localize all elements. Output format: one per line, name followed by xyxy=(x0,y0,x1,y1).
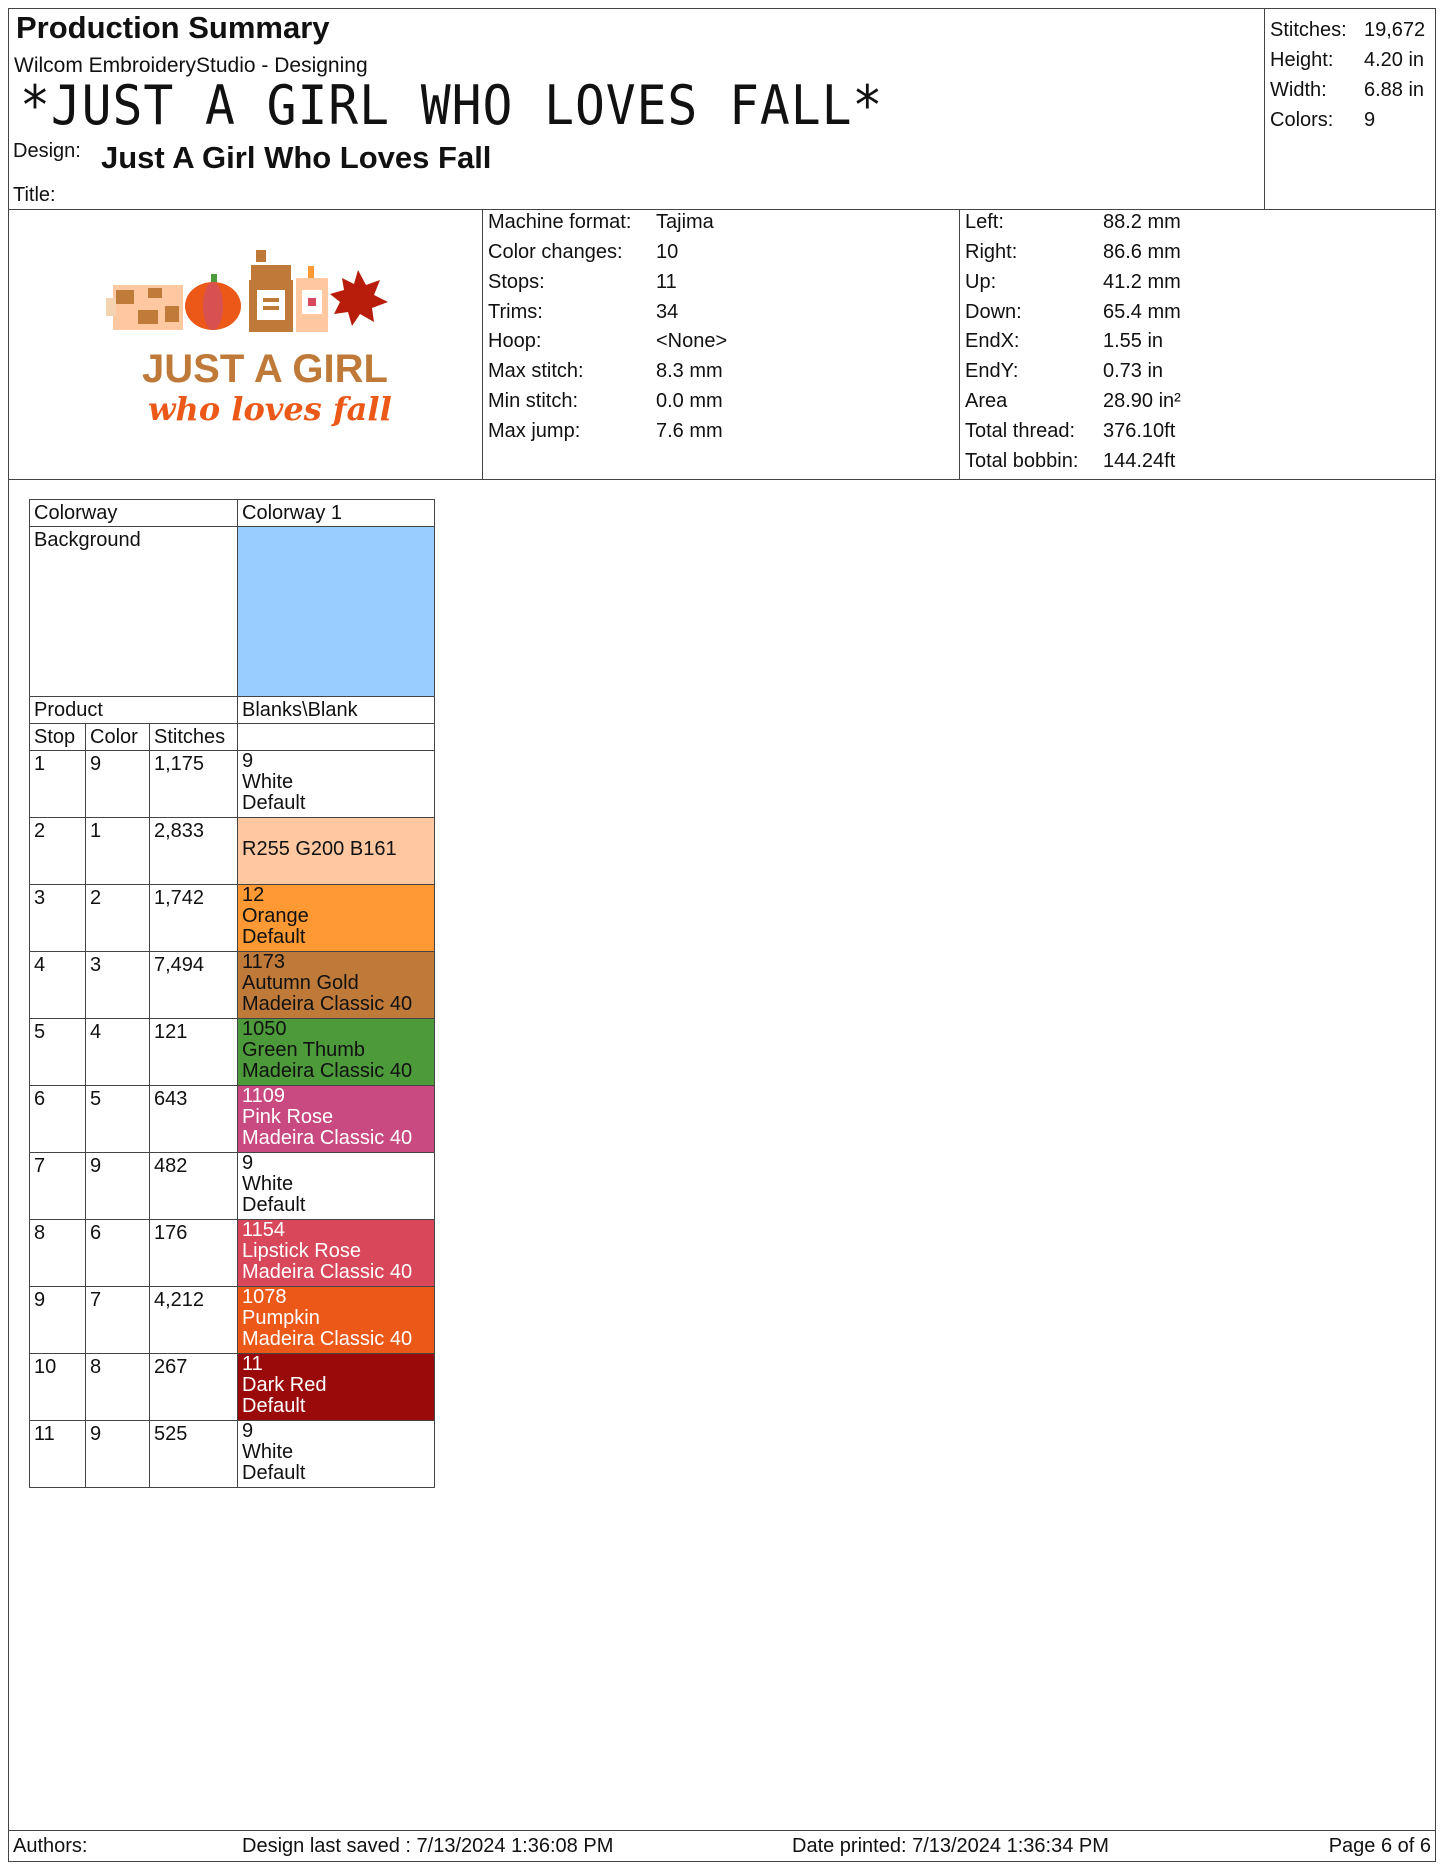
info-label: Area xyxy=(965,390,1008,412)
report-subtitle: Wilcom EmbroideryStudio - Designing xyxy=(14,54,368,77)
design-banner: *JUST A GIRL WHO LOVES FALL* xyxy=(20,74,884,137)
maple-leaf-icon xyxy=(330,270,388,326)
thread-brand: Madeira Classic 40 xyxy=(242,1328,413,1350)
thread-brand: Default xyxy=(242,1194,306,1216)
stops-list xyxy=(30,751,435,1488)
stop-color: 5 xyxy=(86,1086,150,1153)
thread-name: Lipstick Rose xyxy=(242,1240,361,1262)
preview-text-line2: who loves fall xyxy=(148,390,392,428)
thread-name: Autumn Gold xyxy=(242,972,359,994)
footer xyxy=(8,1830,1436,1862)
info-label: Machine format: xyxy=(488,211,632,233)
stop-stitches: 482 xyxy=(150,1153,238,1220)
thread-code: 1078 xyxy=(242,1286,287,1308)
stop-row xyxy=(30,885,435,952)
stop-color: 4 xyxy=(86,1019,150,1086)
header-color: Color xyxy=(86,724,150,751)
info-label: EndX: xyxy=(965,330,1020,352)
stop-stitches: 1,742 xyxy=(150,885,238,952)
stop-row xyxy=(30,1287,435,1354)
thread-swatch xyxy=(238,1421,435,1488)
stop-stop: 5 xyxy=(30,1019,86,1086)
thread-swatch xyxy=(238,1354,435,1421)
product-label: Product xyxy=(30,697,238,724)
stop-stop: 6 xyxy=(30,1086,86,1153)
stop-stitches: 2,833 xyxy=(150,818,238,885)
stop-row xyxy=(30,818,435,885)
thread-code: 1173 xyxy=(242,951,286,973)
summary-stats xyxy=(1265,8,1436,210)
stop-color: 6 xyxy=(86,1220,150,1287)
info-value: Tajima xyxy=(656,211,714,233)
pumpkin-icon xyxy=(185,274,241,330)
info-value: 376.10ft xyxy=(1103,420,1176,442)
info-label: Trims: xyxy=(488,301,543,323)
thread-brand: Madeira Classic 40 xyxy=(242,1060,413,1082)
thread-brand: Madeira Classic 40 xyxy=(242,1127,413,1149)
info-value: 8.3 mm xyxy=(656,360,723,382)
thread-brand: Madeira Classic 40 xyxy=(242,993,413,1015)
thread-name: Pumpkin xyxy=(242,1307,320,1329)
info-band xyxy=(8,210,1436,480)
info-label: Right: xyxy=(965,241,1018,263)
design-preview xyxy=(8,210,483,480)
info-value: 65.4 mm xyxy=(1103,301,1181,323)
stat-value: 19,672 xyxy=(1364,19,1426,41)
info-value: 41.2 mm xyxy=(1103,271,1181,293)
stop-stop: 3 xyxy=(30,885,86,952)
info-label: Total bobbin: xyxy=(965,450,1079,472)
thread-brand xyxy=(242,860,430,881)
thread-code: 9 xyxy=(242,1420,254,1442)
info-label: Max jump: xyxy=(488,420,581,442)
stop-color: 9 xyxy=(86,1153,150,1220)
header-stop: Stop xyxy=(30,724,86,751)
stop-stop: 1 xyxy=(30,751,86,818)
stop-color: 9 xyxy=(86,751,150,818)
stop-row xyxy=(30,1421,435,1488)
info-label: Down: xyxy=(965,301,1022,323)
colorway-table xyxy=(29,499,435,1488)
colorway-row xyxy=(30,500,435,527)
stop-stitches: 176 xyxy=(150,1220,238,1287)
thread-code: 9 xyxy=(242,1152,254,1174)
thread-swatch xyxy=(238,1287,435,1354)
stop-stitches: 525 xyxy=(150,1421,238,1488)
info-value: 144.24ft xyxy=(1103,450,1176,472)
stop-row xyxy=(30,1220,435,1287)
thread-code: 1109 xyxy=(242,1085,286,1107)
stop-stitches: 267 xyxy=(150,1354,238,1421)
info-value: <None> xyxy=(656,330,728,352)
info-label: Up: xyxy=(965,271,997,293)
info-value: 88.2 mm xyxy=(1103,211,1181,233)
thread-swatch xyxy=(238,818,435,885)
stop-stitches: 121 xyxy=(150,1019,238,1086)
product-row xyxy=(30,697,435,724)
candle-jar-icon xyxy=(296,266,328,332)
stop-color: 7 xyxy=(86,1287,150,1354)
stop-stop: 8 xyxy=(30,1220,86,1287)
design-preview-image xyxy=(8,210,483,480)
stop-stop: 4 xyxy=(30,952,86,1019)
stop-stop: 7 xyxy=(30,1153,86,1220)
thread-swatch xyxy=(238,751,435,818)
stat-label: Stitches: xyxy=(1270,19,1347,41)
thread-name: White xyxy=(242,1441,294,1463)
stop-color: 8 xyxy=(86,1354,150,1421)
thread-swatch xyxy=(238,1220,435,1287)
info-label: Left: xyxy=(965,211,1004,233)
stat-value: 9 xyxy=(1364,109,1376,131)
stat-value: 6.88 in xyxy=(1364,79,1425,101)
thread-brand: Madeira Classic 40 xyxy=(242,1261,413,1283)
info-label: EndY: xyxy=(965,360,1019,382)
thread-code: 11 xyxy=(242,1353,263,1375)
header xyxy=(8,8,1265,210)
stop-row xyxy=(30,1153,435,1220)
info-value: 1.55 in xyxy=(1103,330,1164,352)
stop-stop: 2 xyxy=(30,818,86,885)
thread-brand: Default xyxy=(242,926,306,948)
background-row xyxy=(30,527,435,697)
thread-brand: Default xyxy=(242,1462,306,1484)
thread-name: Orange xyxy=(242,905,309,927)
stop-color: 2 xyxy=(86,885,150,952)
thread-name: White xyxy=(242,1173,294,1195)
cow-mug-icon xyxy=(106,285,183,330)
thread-brand: Default xyxy=(242,1395,306,1417)
stat-label: Colors: xyxy=(1270,109,1334,131)
thread-code: 1050 xyxy=(242,1018,287,1040)
title-label: Title: xyxy=(13,184,56,206)
info-label: Max stitch: xyxy=(488,360,584,382)
design-name: Just A Girl Who Loves Fall xyxy=(101,140,492,175)
colorway-value: Colorway 1 xyxy=(238,500,435,527)
footer-authors: Authors: xyxy=(13,1835,88,1857)
thread-swatch xyxy=(238,1019,435,1086)
footer-last-saved: Design last saved : 7/13/2024 1:36:08 PM xyxy=(242,1835,614,1857)
thread-name: Green Thumb xyxy=(242,1039,366,1061)
thread-code: 1154 xyxy=(242,1219,286,1241)
stop-stitches: 1,175 xyxy=(150,751,238,818)
info-value: 28.90 in² xyxy=(1103,390,1181,412)
thread-name: Dark Red xyxy=(242,1374,327,1396)
product-value: Blanks\Blank xyxy=(238,697,435,724)
footer-date-printed: Date printed: 7/13/2024 1:36:34 PM xyxy=(792,1835,1109,1857)
background-swatch xyxy=(238,527,435,697)
thread-swatch xyxy=(238,1086,435,1153)
stop-stitches: 7,494 xyxy=(150,952,238,1019)
stop-color: 3 xyxy=(86,952,150,1019)
info-value: 7.6 mm xyxy=(656,420,723,442)
thread-brand: Default xyxy=(242,792,306,814)
info-value: 11 xyxy=(656,271,677,293)
stop-stop: 10 xyxy=(30,1354,86,1421)
dimension-info xyxy=(960,210,1436,480)
info-label: Hoop: xyxy=(488,330,542,352)
info-value: 86.6 mm xyxy=(1103,241,1181,263)
colorway-label: Colorway xyxy=(30,500,238,527)
thread-code xyxy=(242,818,430,839)
info-label: Total thread: xyxy=(965,420,1076,442)
design-label: Design: xyxy=(13,140,81,162)
thread-name: R255 G200 B161 xyxy=(242,838,397,860)
info-value: 0.73 in xyxy=(1103,360,1164,382)
thread-swatch xyxy=(238,885,435,952)
info-value: 10 xyxy=(656,241,679,263)
coffee-cup-icon xyxy=(249,250,293,332)
stop-stop: 9 xyxy=(30,1287,86,1354)
stop-stop: 11 xyxy=(30,1421,86,1488)
stop-row xyxy=(30,1354,435,1421)
report-title: Production Summary xyxy=(16,10,330,45)
background-label: Background xyxy=(30,527,238,697)
thread-swatch xyxy=(238,952,435,1019)
stop-row xyxy=(30,1019,435,1086)
footer-page-number: Page 6 of 6 xyxy=(1328,1835,1431,1857)
stat-value: 4.20 in xyxy=(1364,49,1425,71)
stop-color: 9 xyxy=(86,1421,150,1488)
table-header-row xyxy=(30,724,435,751)
info-value: 34 xyxy=(656,301,679,323)
thread-swatch xyxy=(238,1153,435,1220)
stop-color: 1 xyxy=(86,818,150,885)
thread-code: 9 xyxy=(242,750,254,772)
stop-row xyxy=(30,1086,435,1153)
thread-name: Pink Rose xyxy=(242,1106,334,1128)
stop-row xyxy=(30,751,435,818)
stat-label: Height: xyxy=(1270,49,1334,71)
stop-stitches: 643 xyxy=(150,1086,238,1153)
stat-label: Width: xyxy=(1270,79,1327,101)
info-label: Color changes: xyxy=(488,241,623,263)
header-stitches: Stitches xyxy=(150,724,238,751)
stop-stitches: 4,212 xyxy=(150,1287,238,1354)
stop-row xyxy=(30,952,435,1019)
info-label: Stops: xyxy=(488,271,545,293)
thread-code: 12 xyxy=(242,884,265,906)
info-label: Min stitch: xyxy=(488,390,579,412)
machine-info xyxy=(483,210,960,480)
thread-name: White xyxy=(242,771,294,793)
preview-text-line1: JUST A GIRL xyxy=(142,347,388,391)
info-value: 0.0 mm xyxy=(656,390,723,412)
header-thread xyxy=(238,724,435,751)
